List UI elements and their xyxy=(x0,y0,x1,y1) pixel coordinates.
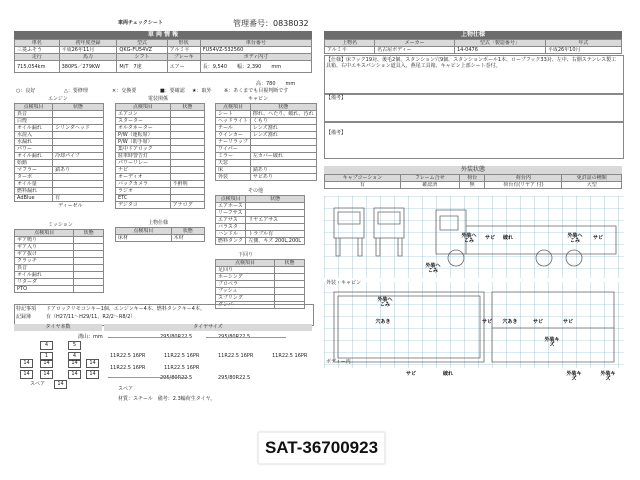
upper-info-table: 上物名 メーカー 型式「製造番号」 年式 アルミ平 名古屋ボディー 14-0476 平成26年10月 xyxy=(324,39,622,54)
damage-tag-16: 外装キズ xyxy=(600,371,616,382)
upper-spec: 【仕様】床フック19対、後毛2個、スタンション穴9個、スタンションポール1本、ロープフック33対、左中、右側ステンレス製工具箱、右中エキスパンション道具入、燕尾工具箱、キャビン上部シート巻付。 xyxy=(326,57,617,69)
fuel-type: ディーゼル xyxy=(58,203,83,209)
check-row: ハンドル トラブル有 xyxy=(216,231,305,238)
sheet-title: 車両チェックシート xyxy=(118,20,163,26)
check-row: オイル漏れ xyxy=(15,272,104,279)
tyre-size-3: 11R22.5 16PR xyxy=(164,353,200,359)
tyre-rear-1: 14 xyxy=(20,370,33,379)
note-label-2: 【備考】 xyxy=(326,130,347,136)
undercarriage-label: 下回り xyxy=(238,252,254,258)
check-row: エアコン xyxy=(116,111,205,118)
tyre-size-9: 295/80R22.5 xyxy=(218,375,251,381)
damage-tag-6: 穴あき xyxy=(375,319,391,325)
check-row: 足回り xyxy=(216,267,305,274)
tyre-wave-0 xyxy=(108,331,188,338)
spare-label: スペア xyxy=(30,381,46,387)
other-table: 点検項目 状態 エアホース リーフサス エアサス リヤエアサス バラスタ ハンドル トラブル有 燃料タンク 左側、キズ 200L,200L xyxy=(215,195,305,245)
damage-tag-4: サビ xyxy=(592,235,603,241)
check-row: 始動 xyxy=(15,160,104,167)
check-row: パワー xyxy=(15,146,104,153)
damage-tag-5: 外装へこみ xyxy=(425,263,441,274)
damage-tag-10: サビ xyxy=(562,319,573,325)
mission-title: ミッション xyxy=(48,222,73,228)
tyre-front-1: 1 xyxy=(40,352,53,361)
body-diagram-label: ボディー内 xyxy=(326,359,351,365)
check-row: スターター xyxy=(116,118,205,125)
damage-tag-8: 穴あき xyxy=(502,319,518,325)
record-text: 有（H27/11〜H29/11、R2/2〜R8/2） xyxy=(46,314,136,320)
check-row: オイル量 xyxy=(15,181,104,188)
exterior-title: 外装状態 xyxy=(324,166,622,174)
check-row: 天窓 xyxy=(216,160,317,167)
check-row: エアホース xyxy=(216,203,305,210)
tyre-size-1: 295/80R22.5 xyxy=(218,334,251,340)
tyre-size-7: 11R22.5 16PR xyxy=(164,365,200,371)
check-row: ギア入り xyxy=(15,244,104,251)
check-row: テール レンズ割れ xyxy=(216,125,317,132)
tyre-rear-3: 14 xyxy=(40,370,53,379)
stock-number: SAT-36700923 xyxy=(258,432,385,464)
damage-tag-0: 外装へこみ xyxy=(461,233,477,244)
engine-title: エンジン xyxy=(48,96,68,102)
damage-tag-13: サビ xyxy=(405,371,416,377)
tyre-wave-2 xyxy=(108,371,188,378)
check-row: 床 錆あり xyxy=(216,167,317,174)
spare-size-label: スペア xyxy=(118,386,134,392)
special-label: 特記事項 xyxy=(16,306,37,312)
check-row: 外装 サビあり xyxy=(216,174,317,181)
tyre-wave-1 xyxy=(206,331,286,338)
vehicle-diagram xyxy=(324,196,624,392)
check-row: 駐車時警告灯 xyxy=(116,153,205,160)
check-row: オーディオ xyxy=(116,174,205,181)
exterior-table: キャブコーション フレーム合せ 荷台 荷台内 免許証の種類 有 確認済 無 荷台有(リヤア 付) 大型 xyxy=(324,174,622,189)
check-row: ウインカー レンズ割れ xyxy=(216,132,317,139)
tyre-spare: 14 xyxy=(54,380,67,389)
other-title: その他 xyxy=(248,188,264,194)
mission-table: 点検項目 状態 ギア鳴り ギア入り ギア抜け クラッチ 異音 オイル漏れ リターダ PTO xyxy=(14,229,104,293)
check-row: ギア抜け xyxy=(15,251,104,258)
tyre-count-title: タイヤ本数 xyxy=(14,324,102,331)
note-box-1 xyxy=(324,93,624,123)
check-row: ターボ xyxy=(15,174,104,181)
damage-tag-3: 外装へこみ xyxy=(567,233,583,244)
tyre-front-3: 4 xyxy=(68,352,81,361)
vehicle-info-table: 車名 初年度登録 型式 形状 車台番号 三菱ふそう 平成26年11月 QKG-FU54VZ アルミ平 FU54VZ-532560 走行 馬力 シフト ブレーキ ボディ内寸 715,054km 380PS／279KW M/T 7速 エアー 長：9,540 幅：2,390 mm xyxy=(14,39,312,73)
check-row: ワイパー xyxy=(216,146,317,153)
check-row: ナーリラップ xyxy=(216,139,317,146)
check-row: マフラー 錆あり xyxy=(15,167,104,174)
tyre-rear-5: 14 xyxy=(68,370,81,379)
damage-tag-1: サビ xyxy=(484,235,495,241)
tyre-rear-2: 14 xyxy=(40,359,53,368)
check-row: デジタコ アナログ xyxy=(116,202,205,209)
electric-title: 電装関係 xyxy=(148,96,169,102)
damage-tag-7: サビ xyxy=(481,319,492,325)
wheel-note: 材質：スチール 備考：2.3輪荷生タイヤ。 xyxy=(118,396,216,402)
tyre-size-5: 11R22.5 16PR xyxy=(272,353,308,359)
record-label: 記録簿 xyxy=(16,314,32,320)
check-row: オルタネーター xyxy=(116,125,205,132)
tyre-rear-6: 14 xyxy=(86,359,99,368)
legend-confirm: ■：要確認 xyxy=(160,88,185,94)
undercarriage-table: 点検項目 状態 足回り ホーシング プロペラ ブッシュ スプリング ダンパー xyxy=(215,259,305,309)
dim-height: 高：780 mm xyxy=(256,81,296,87)
tyre-front-0: 4 xyxy=(40,341,53,350)
legend-good: ○：良好 xyxy=(16,88,36,94)
tyre-front-2: 5 xyxy=(68,341,81,350)
tyre-size-2: 11R22.5 16PR xyxy=(110,353,146,359)
cabin-title: キャビン xyxy=(248,96,269,102)
tyre-size-4: 11R22.5 16PR xyxy=(218,353,254,359)
check-row: PTO xyxy=(15,286,104,293)
tyre-rear-7: 14 xyxy=(86,370,99,379)
upper-info-title: 上物仕様 xyxy=(324,31,622,39)
legend-removed: ★：取外 xyxy=(192,88,212,94)
check-row: クラッチ xyxy=(15,258,104,265)
check-row: ギア鳴り xyxy=(15,237,104,244)
check-row: 水漏れ xyxy=(15,139,104,146)
tread-remain-label: 溝山：mm xyxy=(78,334,103,340)
check-row: ETC xyxy=(116,195,205,202)
check-row: リターダ xyxy=(15,279,104,286)
damage-tag-15: 外装キズ xyxy=(566,371,582,382)
check-row: ブッシュ xyxy=(216,288,305,295)
tyre-size-8: 295/80R22.5 xyxy=(160,375,193,381)
tyre-size-title: タイヤサイズ xyxy=(104,324,312,331)
control-number: 管理番号：0838032 xyxy=(233,19,309,28)
check-row: ラジオ xyxy=(116,188,205,195)
check-row: P/W（助手席） xyxy=(116,139,205,146)
damage-tag-14: 破れ xyxy=(442,371,453,377)
check-row: 白煙 xyxy=(15,118,104,125)
vehicle-info-title: 車 両 情 報 xyxy=(14,31,312,39)
check-row: パワーリレー xyxy=(116,160,205,167)
legend-repair: △：要修理 xyxy=(64,88,88,94)
tyre-rear-0: 14 xyxy=(20,359,33,368)
tyre-size-6: 11R22.5 16PR xyxy=(110,365,146,371)
check-row: ナビ xyxy=(116,167,205,174)
floor-table: 点検項目 状態 床材 木材 xyxy=(115,227,205,242)
note-label-1: 【備考】 xyxy=(326,95,347,101)
check-row: オイル漏れ 冷却パイプ xyxy=(15,153,104,160)
check-row: ミラー 左カバー破れ xyxy=(216,153,317,160)
check-row: P/W（運転席） xyxy=(116,132,205,139)
check-row: ヘッドライト くもり xyxy=(216,118,317,125)
cab-diagram-label: 外装・キャビン xyxy=(326,280,362,286)
tyre-size-0: 295/80R22.5 xyxy=(160,334,193,340)
check-row: 異音 xyxy=(15,111,104,118)
legend-note: ※：あくまでも目視判断です xyxy=(224,88,289,94)
damage-tag-2: 破れ xyxy=(502,235,513,241)
check-row: AdBlue 有 xyxy=(15,195,104,202)
check-row: プロペラ xyxy=(216,281,305,288)
check-row: 異音 xyxy=(15,265,104,272)
undercarriage-title: 上物仕様 xyxy=(148,220,169,226)
check-row: ダンパー xyxy=(216,302,305,309)
cabin-table: 点検項目 状態 シート 擦れ、へたり、破れ、汚れ ヘッドライト くもり テール レンズ割れ ウインカー レンズ割れ ナーリラップ ワイパー ミラー 左カバー破れ 天窓 床 錆あり 外装 サビあり xyxy=(215,103,317,181)
damage-tag-12: 外装へこみ xyxy=(377,297,393,308)
tyre-rear-4: 14 xyxy=(68,359,81,368)
check-row: リーフサス xyxy=(216,210,305,217)
check-row: 集中ドアロック xyxy=(116,146,205,153)
check-row: シート 擦れ、へたり、破れ、汚れ xyxy=(216,111,317,118)
check-row: 水混入 xyxy=(15,132,104,139)
check-row: スプリング xyxy=(216,295,305,302)
check-row: 燃料タンク 左側、キズ 200L,200L xyxy=(216,238,305,245)
check-row: オイル漏れ シリンダヘッド xyxy=(15,125,104,132)
check-row: バックカメラ 不鮮明 xyxy=(116,181,205,188)
damage-tag-11: 外装キズ xyxy=(544,337,560,348)
check-row: 燃料漏れ xyxy=(15,188,104,195)
engine-table: 点検項目 状態 異音 白煙 オイル漏れ シリンダヘッド 水混入 水漏れ パワー オイル漏れ 冷却パイプ 始動 マフラー 錆あり ターボ オイル量 燃料漏れ AdBlue 有 xyxy=(14,103,104,202)
electric-table: 点検項目 状態 エアコン スターター オルタネーター P/W（運転席） P/W（助手席） 集中ドアロック 駐車時警告灯 パワーリレー ナビ オーディオ バックカメラ 不鮮明 ラジオ ETC デジタコ アナログ xyxy=(115,103,205,209)
check-row: エアサス リヤエアサス xyxy=(216,217,305,224)
check-row: ホーシング xyxy=(216,274,305,281)
legend-replace: ×：交換要 xyxy=(112,88,137,94)
check-row: バラスタ xyxy=(216,224,305,231)
note-box-2 xyxy=(324,121,624,159)
special-text: ドアロックリモコンキー1個、エンジンキー4本、燃料タンクキー4本。 xyxy=(46,306,205,312)
damage-tag-9: サビ xyxy=(532,319,543,325)
